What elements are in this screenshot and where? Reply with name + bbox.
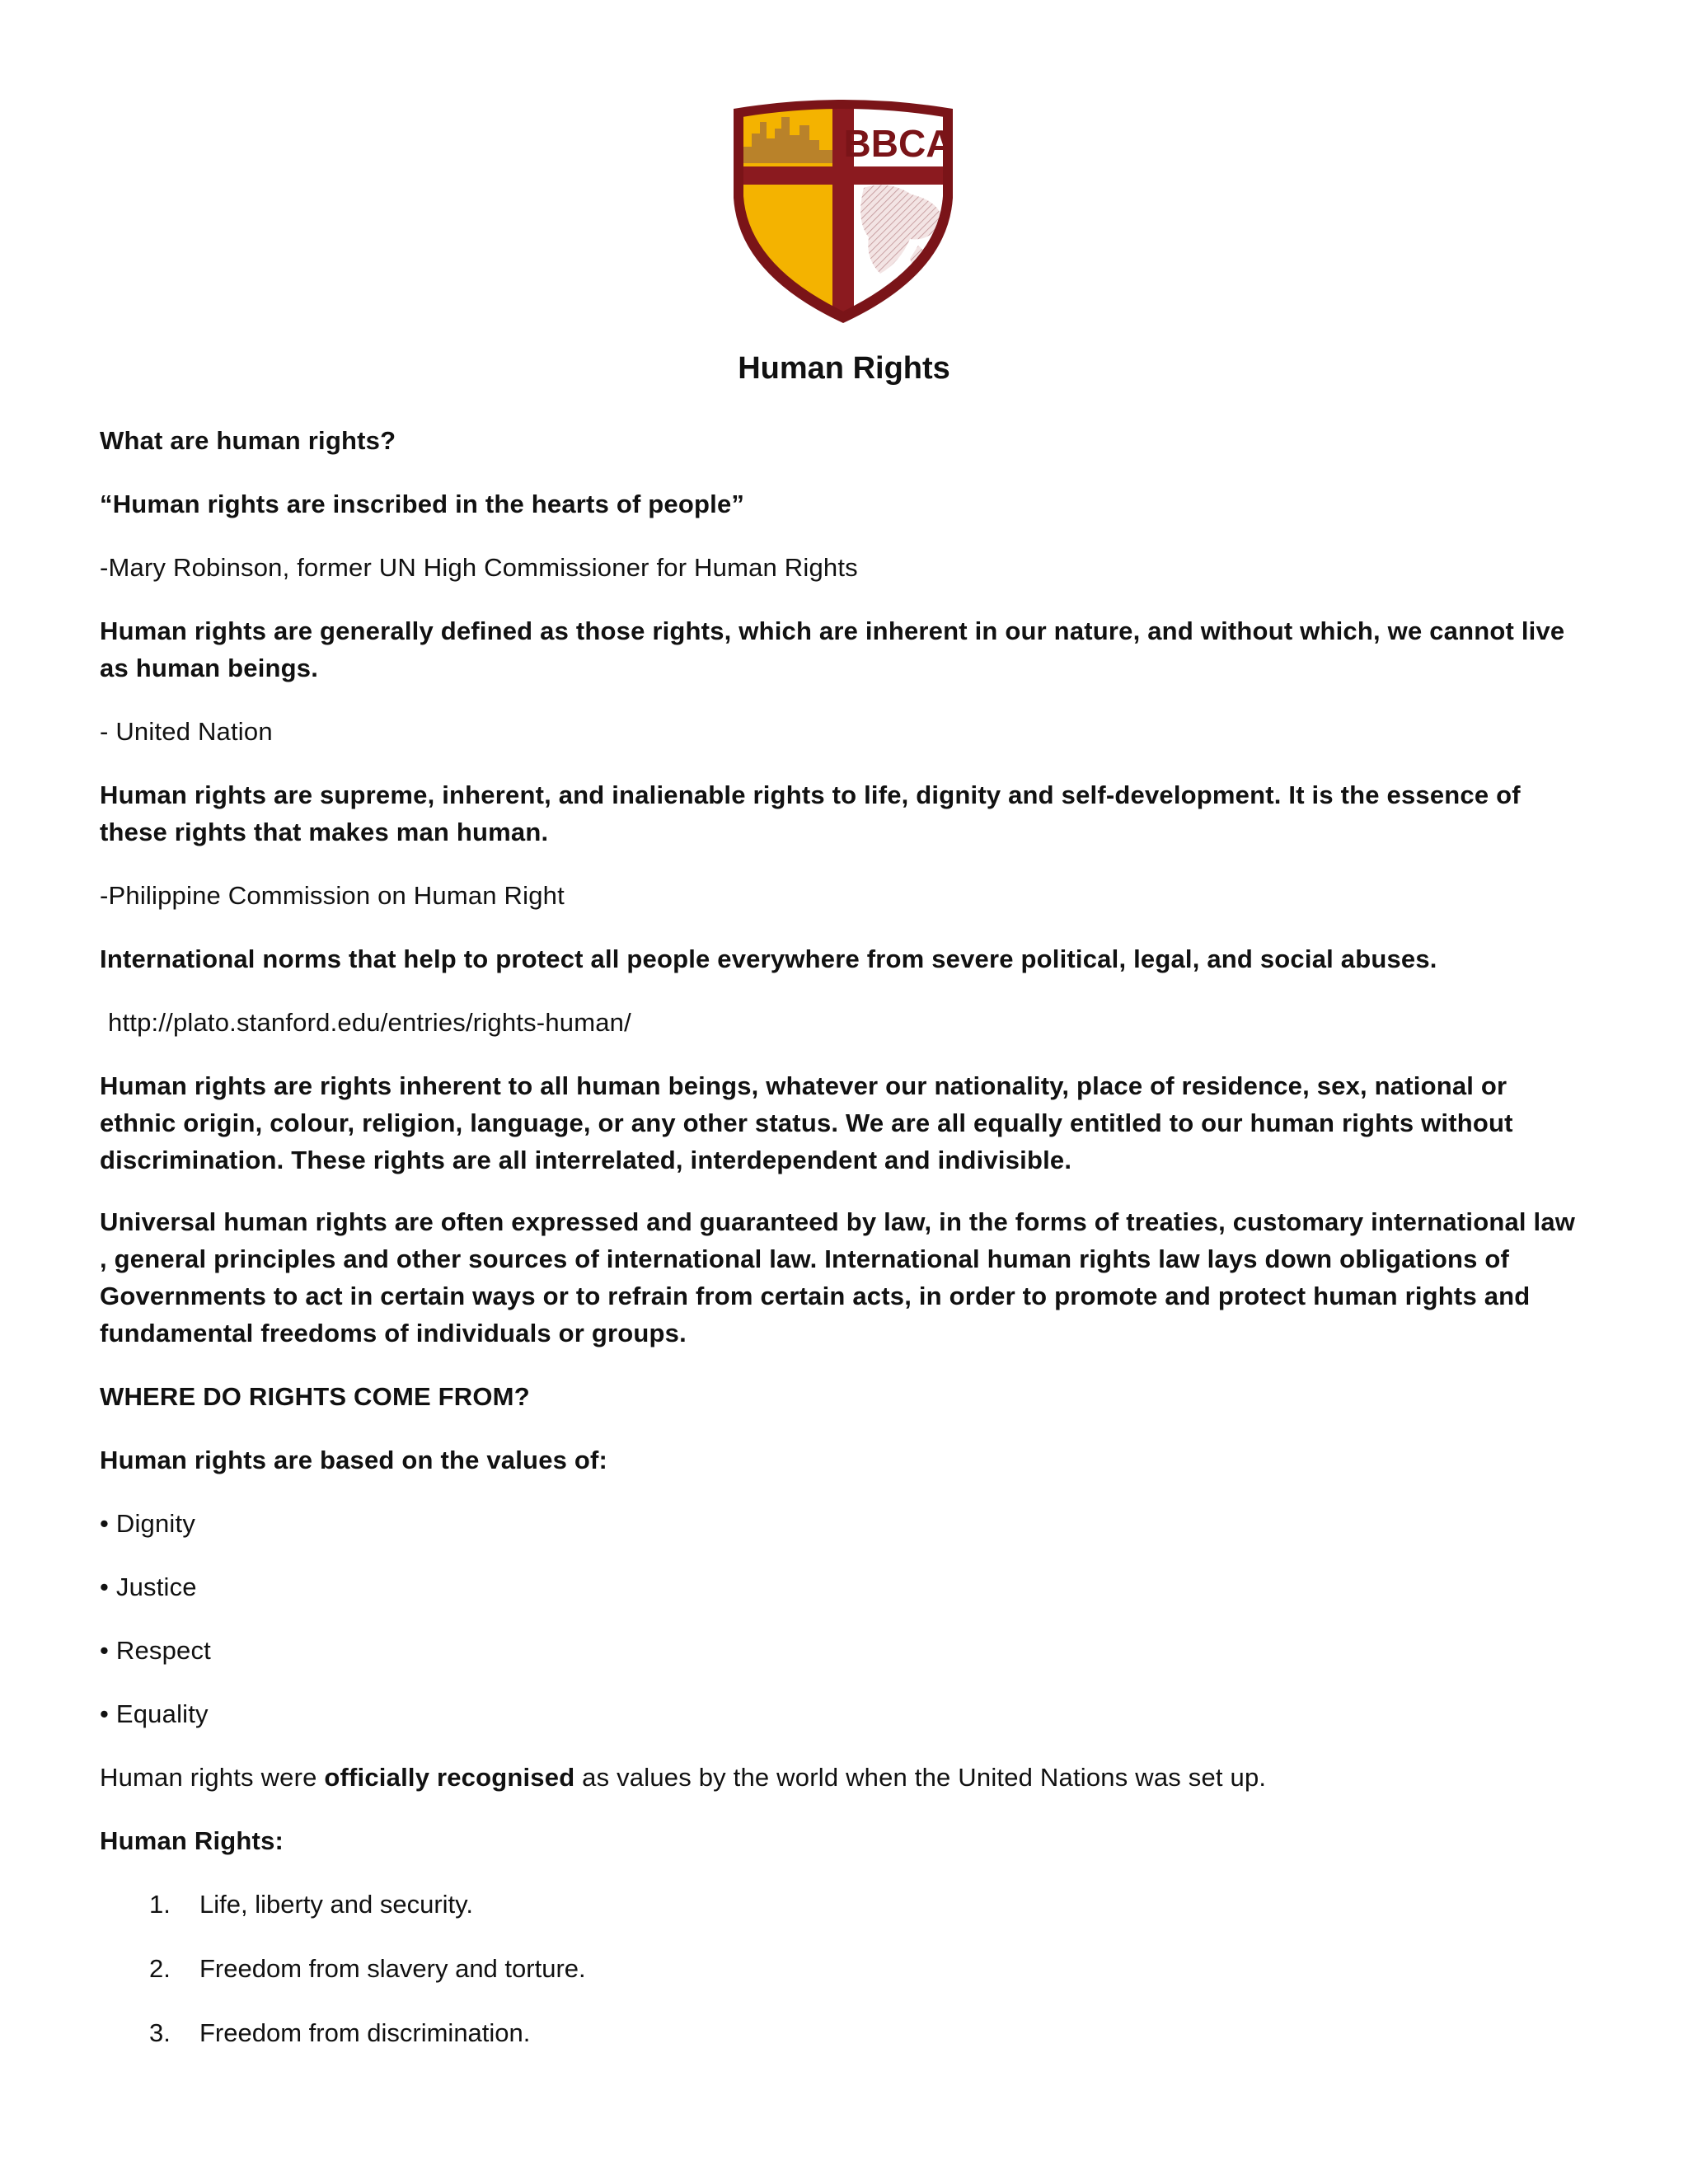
recognition-before: Human rights were <box>100 1763 325 1792</box>
quote: “Human rights are inscribed in the hearts of people” <box>100 490 745 518</box>
rights-list <box>100 1886 1583 2051</box>
question-heading: What are human rights? <box>100 426 396 455</box>
definition-un: Human rights are generally defined as those rights, which are inherent in our nature, and without which, we cannot live as human beings. <box>100 616 1565 682</box>
attribution-un: - United Nation <box>100 717 273 746</box>
definition-international-norms: International norms that help to protect all people everywhere from severe political, legal, and social abuses. <box>100 944 1437 973</box>
list-number: 3. <box>149 2018 171 2047</box>
quote-attribution: -Mary Robinson, former UN High Commissioner for Human Rights <box>100 553 858 582</box>
definition-philippines: Human rights are supreme, inherent, and inalienable rights to life, dignity and self-development. It is the essence of these rights that makes man human. <box>100 780 1521 846</box>
section-heading-origins: WHERE DO RIGHTS COME FROM? <box>100 1382 530 1411</box>
value-item: • Justice <box>100 1572 197 1601</box>
value-item: • Respect <box>100 1636 211 1665</box>
list-item <box>100 2014 1583 2051</box>
list-number: 2. <box>149 1954 171 1983</box>
definition-universal: Universal human rights are often expressed and guaranteed by law, in the forms of treaties, customary international law , general principles and other sources of international law. International human rights law lays down obligations of Governments to act in certain ways or to refrain from certain acts, in order to promote and protect human rights and fundamental freedoms of individuals or groups. <box>100 1207 1576 1347</box>
list-item <box>100 1886 1583 1923</box>
recognition-after: as values by the world when the United Nations was set up. <box>574 1763 1267 1792</box>
source-url: http://plato.stanford.edu/entries/rights-human/ <box>108 1008 631 1037</box>
list-text: Freedom from discrimination. <box>199 2018 531 2047</box>
recognition-sentence <box>100 1759 1583 1796</box>
attribution-philippines: -Philippine Commission on Human Right <box>100 881 565 910</box>
recognition-emphasis: officially recognised <box>324 1763 575 1792</box>
list-item <box>100 1950 1583 1987</box>
list-number: 1. <box>149 1890 171 1919</box>
definition-inherent: Human rights are rights inherent to all human beings, whatever our nationality, place of residence, sex, national or ethnic origin, colour, religion, language, or any other status. We are all equally entitled to our human rights without discrimination. These rights are all interrelated, interdependent and indivisible. <box>100 1071 1513 1174</box>
values-intro: Human rights are based on the values of: <box>100 1446 608 1474</box>
rights-heading: Human Rights: <box>100 1826 284 1855</box>
bbca-logo <box>724 97 963 324</box>
value-item: • Dignity <box>100 1509 196 1538</box>
list-text: Life, liberty and security. <box>199 1890 473 1919</box>
document-body <box>100 422 1583 2079</box>
value-item: • Equality <box>100 1699 209 1728</box>
page-title: Human Rights <box>738 351 950 386</box>
list-text: Freedom from slavery and torture. <box>199 1954 586 1983</box>
logo-text: BBCA <box>843 122 954 165</box>
